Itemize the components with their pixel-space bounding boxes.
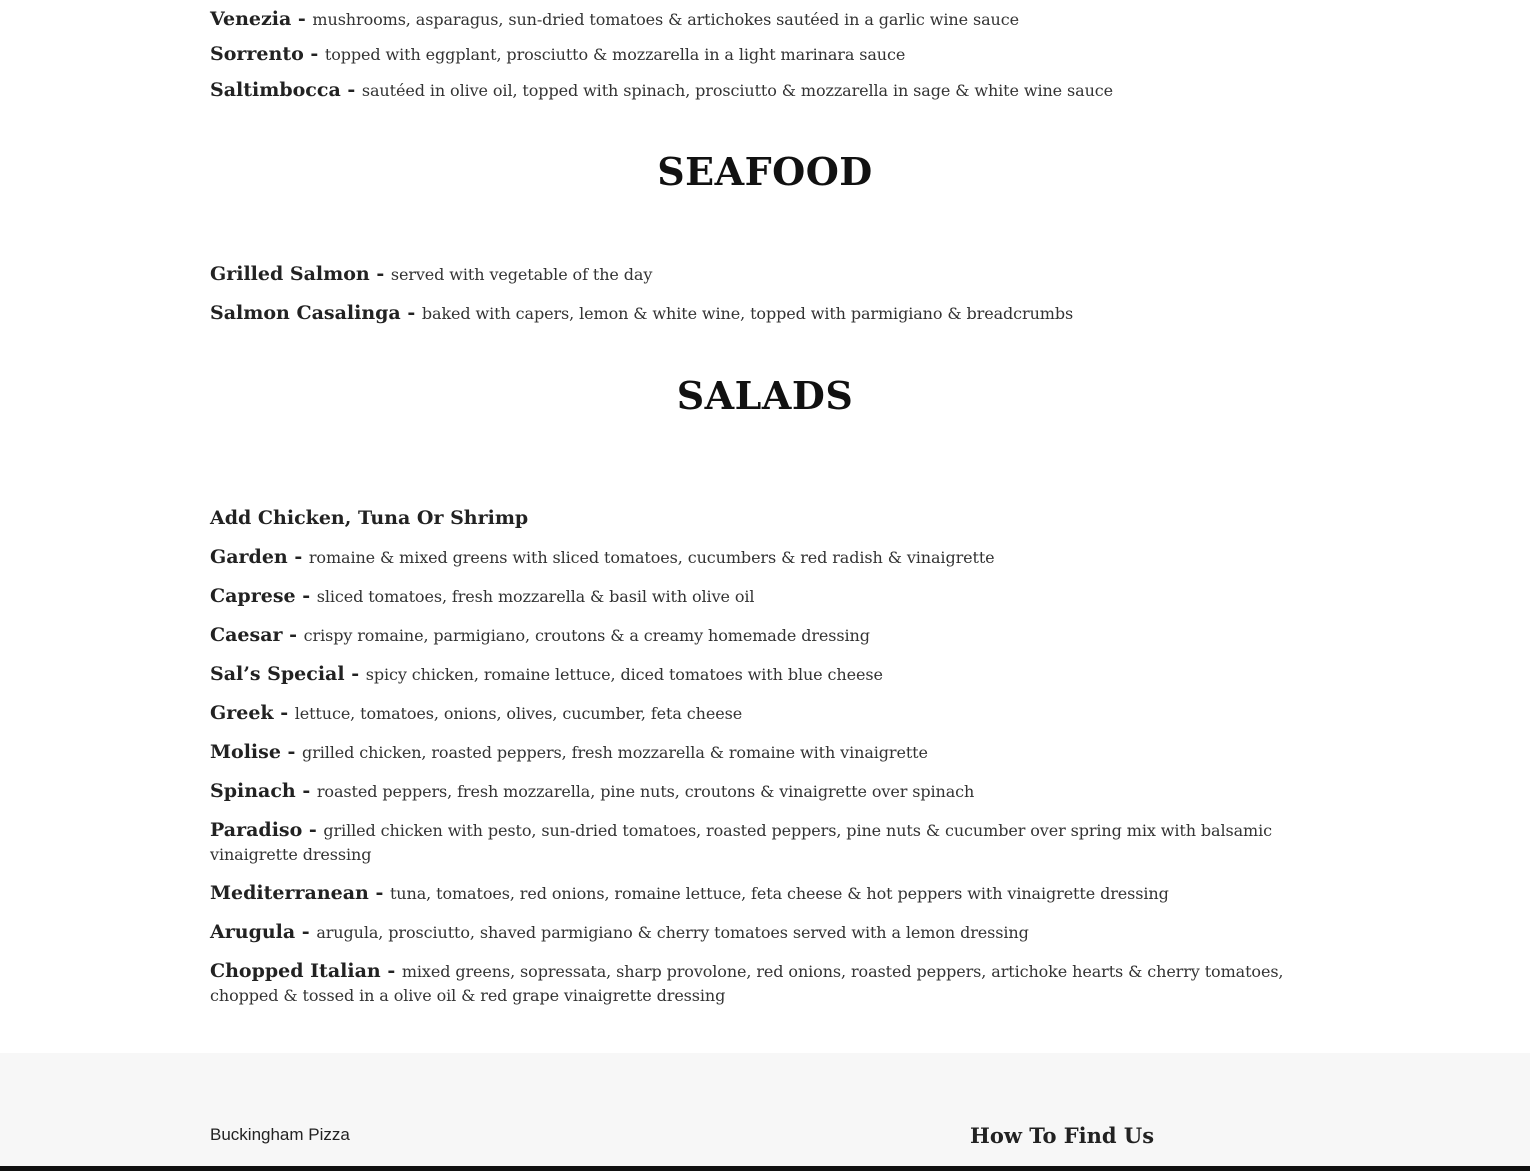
menu-item-description: grilled chicken with pesto, sun-dried tomatoes, roasted peppers, pine nuts & cucumber over spring mix with balsamic vinaigrette dressing xyxy=(210,821,1272,864)
menu-item-description: mushrooms, asparagus, sun-dried tomatoes & artichokes sautéed in a garlic wine sauce xyxy=(312,10,1019,29)
menu-item-name: Arugula - xyxy=(210,921,317,943)
menu-item-name: Sal’s Special - xyxy=(210,663,366,685)
menu-item-name: Venezia - xyxy=(210,8,313,30)
menu-item-sorrento xyxy=(210,42,1320,67)
menu-item-description: spicy chicken, romaine lettuce, diced tomatoes with blue cheese xyxy=(365,665,883,684)
menu-item-venezia xyxy=(210,7,1320,32)
menu-item-description: roasted peppers, fresh mozzarella, pine nuts, croutons & vinaigrette over spinach xyxy=(316,782,975,801)
menu-item-description: lettuce, tomatoes, onions, olives, cucumber, feta cheese xyxy=(294,704,743,723)
menu-item-grilled-salmon xyxy=(210,262,1320,287)
menu-item-name: Sorrento - xyxy=(210,43,325,65)
menu-item-description: sliced tomatoes, fresh mozzarella & basil with olive oil xyxy=(316,587,755,606)
menu-item-name: Garden - xyxy=(210,546,309,568)
menu-item-salmon-casalinga xyxy=(210,301,1320,326)
menu-item-molise xyxy=(210,740,1320,765)
menu-item-description: crispy romaine, parmigiano, croutons & a creamy homemade dressing xyxy=(303,626,870,645)
menu-item-name: Caesar - xyxy=(210,624,304,646)
menu-item-name: Molise - xyxy=(210,741,303,763)
menu-item-name: Caprese - xyxy=(210,585,317,607)
menu-item-description: served with vegetable of the day xyxy=(390,265,653,284)
menu-item-garden xyxy=(210,545,1320,570)
menu-item-greek xyxy=(210,701,1320,726)
menu-item-name: Saltimbocca - xyxy=(210,79,362,101)
menu-item-mediterranean xyxy=(210,881,1320,906)
menu-item-description: topped with eggplant, prosciutto & mozzarella in a light marinara sauce xyxy=(324,45,906,64)
menu-item-arugula xyxy=(210,920,1320,945)
footer-brand-name: Buckingham Pizza xyxy=(210,1125,350,1144)
menu-item-caesar xyxy=(210,623,1320,648)
menu-item-sals-special xyxy=(210,662,1320,687)
menu-item-description: grilled chicken, roasted peppers, fresh mozzarella & romaine with vinaigrette xyxy=(302,743,928,762)
menu-item-name: Spinach - xyxy=(210,780,317,802)
menu-item-spinach xyxy=(210,779,1320,804)
menu-item-description: tuna, tomatoes, red onions, romaine lettuce, feta cheese & hot peppers with vinaigrette dressing xyxy=(389,884,1169,903)
menu-item-name: Chopped Italian - xyxy=(210,960,402,982)
menu-item-description: baked with capers, lemon & white wine, topped with parmigiano & breadcrumbs xyxy=(421,304,1074,323)
menu-item-chopped-italian xyxy=(210,959,1320,1008)
section-title-seafood: SEAFOOD xyxy=(657,149,873,194)
footer-heading-find-us: How To Find Us xyxy=(970,1123,1155,1148)
salad-addon-note: Add Chicken, Tuna Or Shrimp xyxy=(210,507,529,529)
site-footer xyxy=(0,1053,1530,1171)
menu-item-name: Mediterranean - xyxy=(210,882,390,904)
menu-item-caprese xyxy=(210,584,1320,609)
menu-item-name: Paradiso - xyxy=(210,819,324,841)
menu-item-description: romaine & mixed greens with sliced tomatoes, cucumbers & red radish & vinaigrette xyxy=(308,548,995,567)
menu-item-name: Greek - xyxy=(210,702,295,724)
menu-item-description: arugula, prosciutto, shaved parmigiano & cherry tomatoes served with a lemon dressing xyxy=(316,923,1029,942)
menu-item-paradiso xyxy=(210,818,1320,867)
menu-item-name: Grilled Salmon - xyxy=(210,263,391,285)
menu-item-description: sautéed in olive oil, topped with spinach, prosciutto & mozzarella in sage & white wine sauce xyxy=(361,81,1114,100)
menu-item-saltimbocca xyxy=(210,78,1320,103)
menu-item-name: Salmon Casalinga - xyxy=(210,302,422,324)
section-title-salads: SALADS xyxy=(676,373,854,418)
footer-bottom-bar xyxy=(0,1166,1530,1171)
menu-item-description: mixed greens, sopressata, sharp provolone, red onions, roasted peppers, artichoke hearts & cherry tomatoes, chopped & tossed in a olive oil & red grape vinaigrette dressing xyxy=(210,962,1284,1005)
